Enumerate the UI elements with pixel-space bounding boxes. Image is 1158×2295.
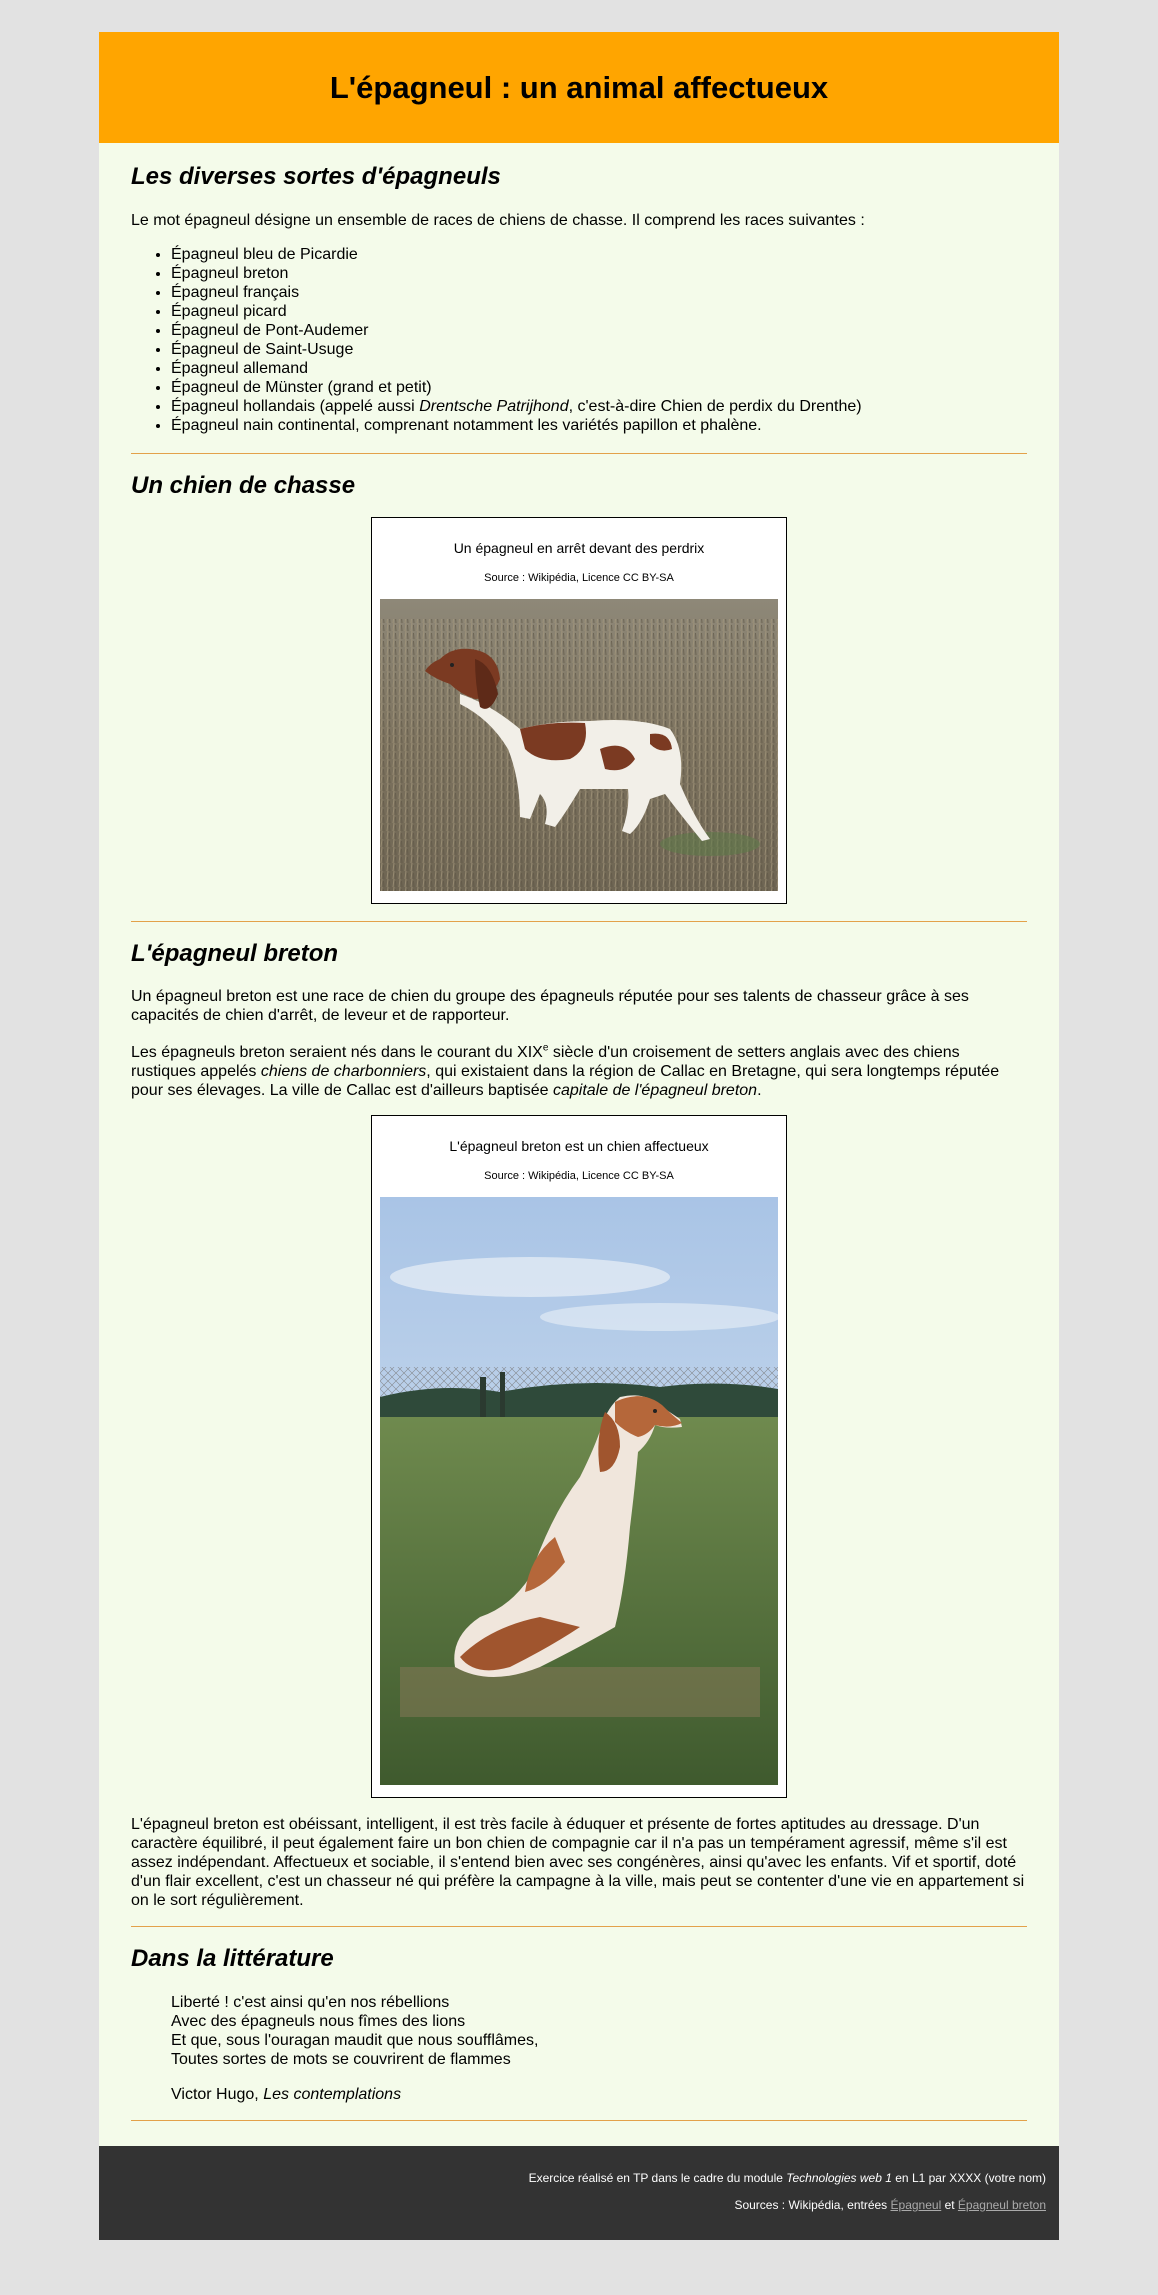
section-hunting — [131, 454, 1027, 922]
list-item: • Épagneul breton — [171, 264, 1027, 283]
dog-pointing-photo — [380, 599, 778, 891]
figure-source: Source : Wikipédia, Licence CC BY-SA — [484, 572, 674, 584]
poem-line: Liberté ! c'est ainsi qu'en nos rébellions — [171, 1994, 450, 2011]
text-run: et — [941, 2198, 958, 2212]
footer-sources — [112, 2198, 1046, 2212]
poem-line: Et que, sous l'ouragan maudit que nous soufflâmes, — [171, 2032, 539, 2049]
footer-credit — [112, 2146, 1046, 2185]
text-run: en L1 par XXXX (votre nom) — [891, 2171, 1046, 2185]
italic-term: chiens de charbonniers — [260, 1063, 427, 1080]
dutch-prefix: Épagneul hollandais (appelé aussi — [171, 398, 420, 415]
figure-caption: L'épagneul breton est un chien affectueux — [449, 1138, 709, 1154]
list-item: • Épagneul allemand — [171, 359, 1027, 378]
dog-sitting-photo — [380, 1197, 778, 1785]
text-run: , qui existaient dans la région de Callac en Bretagne, qui sera longtemps réputée pour ses élevages. La ville de Callac est d'ailleurs baptisée — [131, 1063, 1000, 1099]
list-item: • Épagneul de Saint-Usuge — [171, 340, 1027, 359]
figure-hunting — [371, 517, 787, 904]
page-title: L'épagneul : un animal affectueux — [329, 69, 829, 105]
page-footer — [99, 2146, 1059, 2240]
text-run: . — [757, 1082, 762, 1099]
text-run: Sources : Wikipédia, entrées — [734, 2198, 891, 2212]
main-content — [99, 143, 1059, 2146]
list-item — [171, 397, 1027, 416]
poem-attribution — [171, 2085, 1027, 2104]
list-item: • Épagneul de Pont-Audemer — [171, 321, 1027, 340]
poem-work: Les contemplations — [263, 2086, 402, 2103]
section-varieties — [131, 143, 1027, 454]
figure-caption: Un épagneul en arrêt devant des perdrix — [453, 540, 705, 556]
breton-paragraph-2 — [131, 1043, 1027, 1100]
list-item: • Épagneul bleu de Picardie — [171, 245, 1027, 264]
poem-line: Avec des épagneuls nous fîmes des lions — [171, 2013, 466, 2030]
list-item: • Épagneul picard — [171, 302, 1027, 321]
italic-term: capitale de l'épagneul breton — [552, 1082, 758, 1099]
link-epagneul[interactable]: Épagneul — [890, 2198, 942, 2212]
text-run: Les épagneuls breton seraient nés dans le courant du XIX — [131, 1044, 543, 1061]
figure-breton — [371, 1115, 787, 1798]
section-title-hunting: Un chien de chasse — [131, 472, 356, 499]
list-item: • Épagneul français — [171, 283, 1027, 302]
poem-quote — [131, 1993, 1027, 2104]
link-epagneul-breton[interactable]: Épagneul breton — [957, 2198, 1046, 2212]
breed-list — [131, 245, 1027, 435]
section-literature — [131, 1927, 1027, 2121]
dutch-suffix: , c'est-à-dire Chien de perdix du Drenthe) — [568, 398, 862, 415]
poem-author: Victor Hugo, — [171, 2086, 264, 2103]
text-run: Exercice réalisé en TP dans le cadre du module — [528, 2171, 787, 2185]
figure-source: Source : Wikipédia, Licence CC BY-SA — [484, 1170, 674, 1182]
breton-paragraph-1: Un épagneul breton est une race de chien du groupe des épagneuls réputée pour ses talents de chasseur grâce à ses capacités de chien d'arrêt, de leveur et de rapporteur. — [131, 988, 969, 1024]
superscript: e — [542, 1042, 549, 1054]
page-header — [99, 32, 1059, 143]
text-run: siècle d'un croisement de setters anglais avec des chiens rustiques appelés — [131, 1044, 960, 1080]
module-name: Technologies web 1 — [786, 2171, 892, 2185]
section-title-breton: L'épagneul breton — [131, 940, 339, 967]
page-container — [99, 32, 1059, 2240]
breton-paragraph-3: L'épagneul breton est obéissant, intelligent, il est très facile à éduquer et présente de fortes aptitudes au dressage. D'un caractère équilibré, il peut également faire un bon chien de compagnie car il n'a pas un tempérament agressif, même s'il est assez indépendant. Affectueux et sociable, il s'entend bien avec ses congénères, ainsi qu'avec les enfants. Vif et sportif, doté d'un flair excellent, c'est un chasseur né qui préfère la campagne à la ville, mais peut se contenter d'une vie en appartement si on le sort régulièrement. — [131, 1816, 1025, 1909]
varieties-intro: Le mot épagneul désigne un ensemble de races de chiens de chasse. Il comprend les races suivantes : — [131, 212, 865, 229]
section-title-literature: Dans la littérature — [131, 1945, 334, 1972]
dutch-italic: Drentsche Patrijhond — [419, 398, 569, 415]
section-breton — [131, 922, 1027, 1927]
poem-line: Toutes sortes de mots se couvrirent de flammes — [171, 2051, 511, 2068]
list-item: • Épagneul nain continental, comprenant notamment les variétés papillon et phalène. — [171, 416, 1027, 435]
section-title-varieties: Les diverses sortes d'épagneuls — [131, 163, 501, 190]
list-item: • Épagneul de Münster (grand et petit) — [171, 378, 1027, 397]
